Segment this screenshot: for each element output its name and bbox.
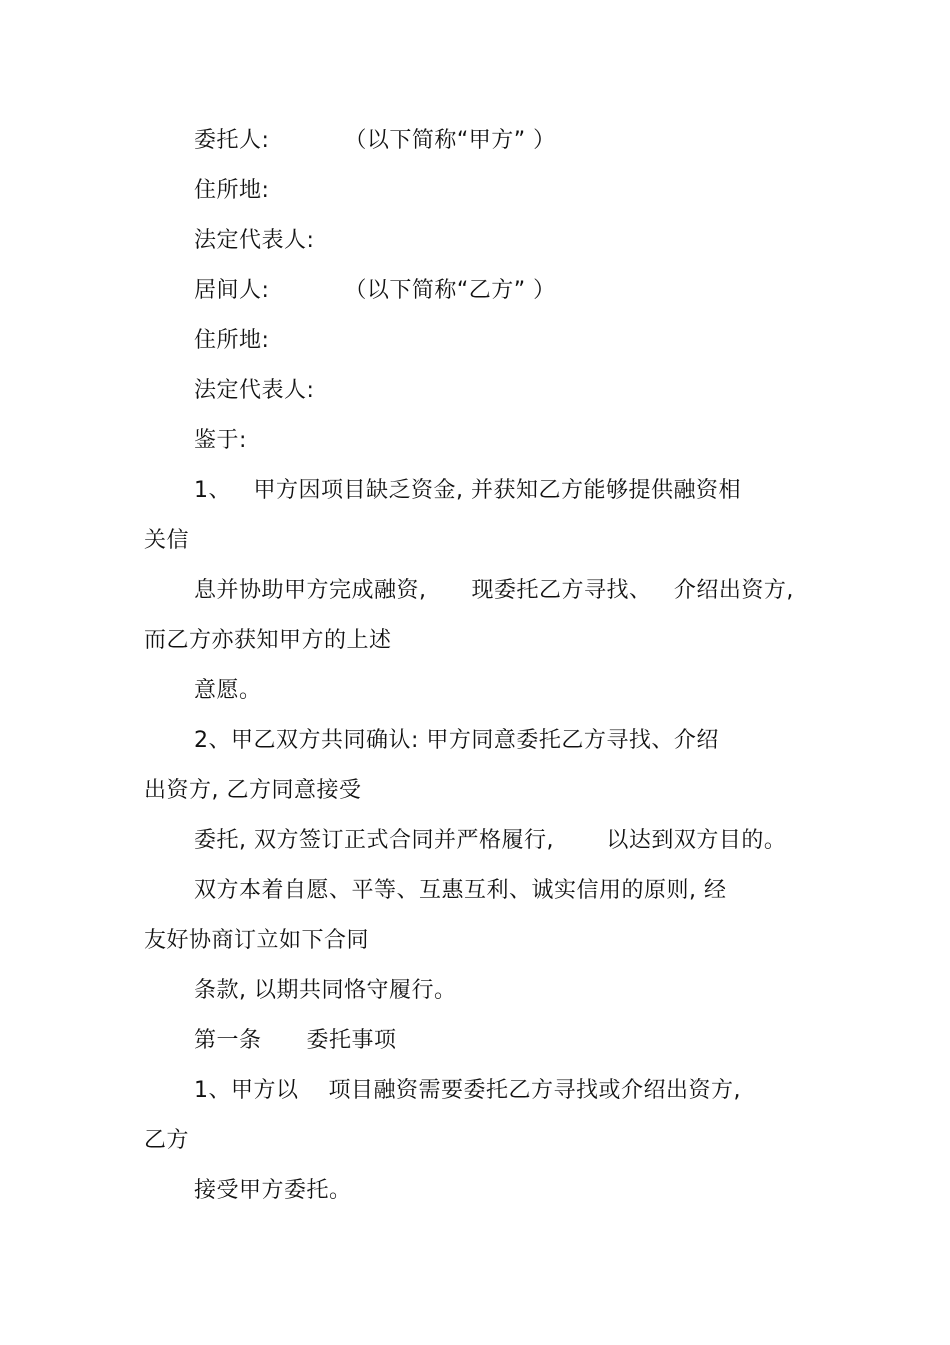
intermediary-line: 居间人: （以下简称“乙方” ） xyxy=(194,278,556,303)
paragraph-line: 息并协助甲方完成融资, 现委托乙方寻找、 介绍出资方, xyxy=(194,578,794,603)
paragraph-line: 1、 甲方因项目缺乏资金, 并获知乙方能够提供融资相 xyxy=(194,478,741,503)
paragraph-line: 1、甲方以 项目融资需要委托乙方寻找或介绍出资方, xyxy=(194,1078,741,1103)
whereas-heading: 鉴于: xyxy=(194,428,247,453)
paragraph-line: 关信 xyxy=(144,528,190,553)
paragraph-line: 友好协商订立如下合同 xyxy=(144,928,370,953)
paragraph-line: 2、甲乙双方共同确认: 甲方同意委托乙方寻找、介绍 xyxy=(194,728,719,753)
intermediary-address-line: 住所地: xyxy=(194,328,270,353)
client-legal-rep-line: 法定代表人: xyxy=(194,228,315,253)
paragraph-line: 双方本着自愿、平等、互惠互利、诚实信用的原则, 经 xyxy=(194,878,727,903)
paragraph-line: 意愿。 xyxy=(194,678,262,703)
article-heading: 第一条 委托事项 xyxy=(194,1028,397,1053)
paragraph-line: 出资方, 乙方同意接受 xyxy=(144,778,362,803)
client-line: 委托人: （以下简称“甲方” ） xyxy=(194,128,556,153)
paragraph-line: 而乙方亦获知甲方的上述 xyxy=(144,628,392,653)
client-address-line: 住所地: xyxy=(194,178,270,203)
paragraph-line: 条款, 以期共同恪守履行。 xyxy=(194,978,457,1003)
intermediary-legal-rep-line: 法定代表人: xyxy=(194,378,315,403)
paragraph-line: 委托, 双方签订正式合同并严格履行, 以达到双方目的。 xyxy=(194,828,787,853)
paragraph-line: 乙方 xyxy=(144,1128,190,1153)
paragraph-line: 接受甲方委托。 xyxy=(194,1178,352,1203)
